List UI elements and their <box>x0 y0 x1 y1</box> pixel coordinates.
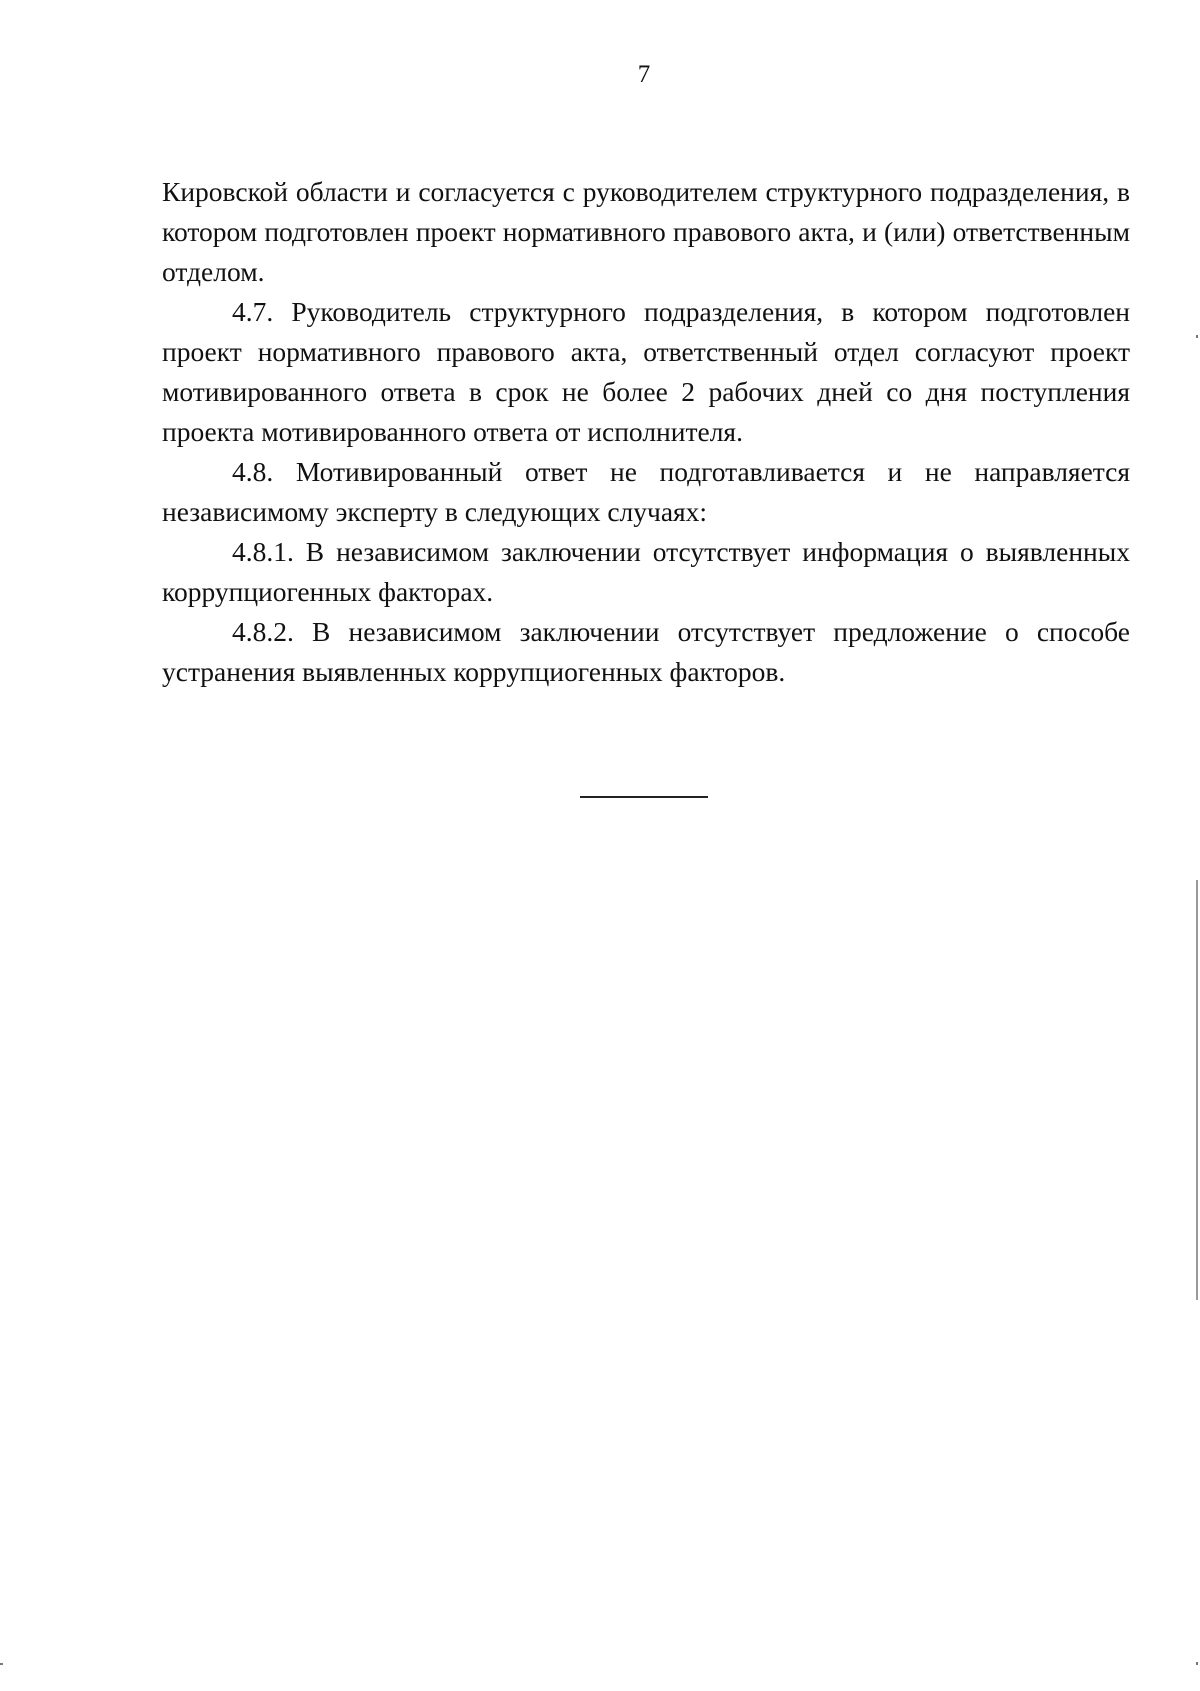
paragraph-continuation: Кировской области и согласуется с руководителем структурного подразделения, в котором подготовлен проект нормативного правового акта, и (или) ответственным отделом. <box>162 176 1130 287</box>
document-body <box>162 172 1130 692</box>
scan-edge-line <box>1196 880 1198 1300</box>
closing-rule <box>580 796 708 798</box>
paragraph-4-7: 4.7. Руководитель структурного подразделения, в котором подготовлен проект нормативного правового акта, ответственный отдел согласуют проект мотивированного ответа в срок не более 2 рабочих дней со дня поступления проекта мотивированного ответа от исполнителя. <box>162 296 1130 447</box>
paragraph-4-8-2: 4.8.2. В независимом заключении отсутствует предложение о способе устранения выявленных коррупциогенных факторов. <box>162 616 1130 687</box>
scan-mark <box>1196 335 1198 338</box>
paragraph-4-8-1: 4.8.1. В независимом заключении отсутствует информация о выявленных коррупциогенных факторах. <box>162 536 1130 607</box>
scan-mark <box>0 1663 3 1665</box>
paragraph-4-8: 4.8. Мотивированный ответ не подготавливается и не направляется независимому эксперту в следующих случаях: <box>162 456 1130 527</box>
page-number: 7 <box>637 61 651 88</box>
scan-mark <box>1196 1662 1198 1665</box>
